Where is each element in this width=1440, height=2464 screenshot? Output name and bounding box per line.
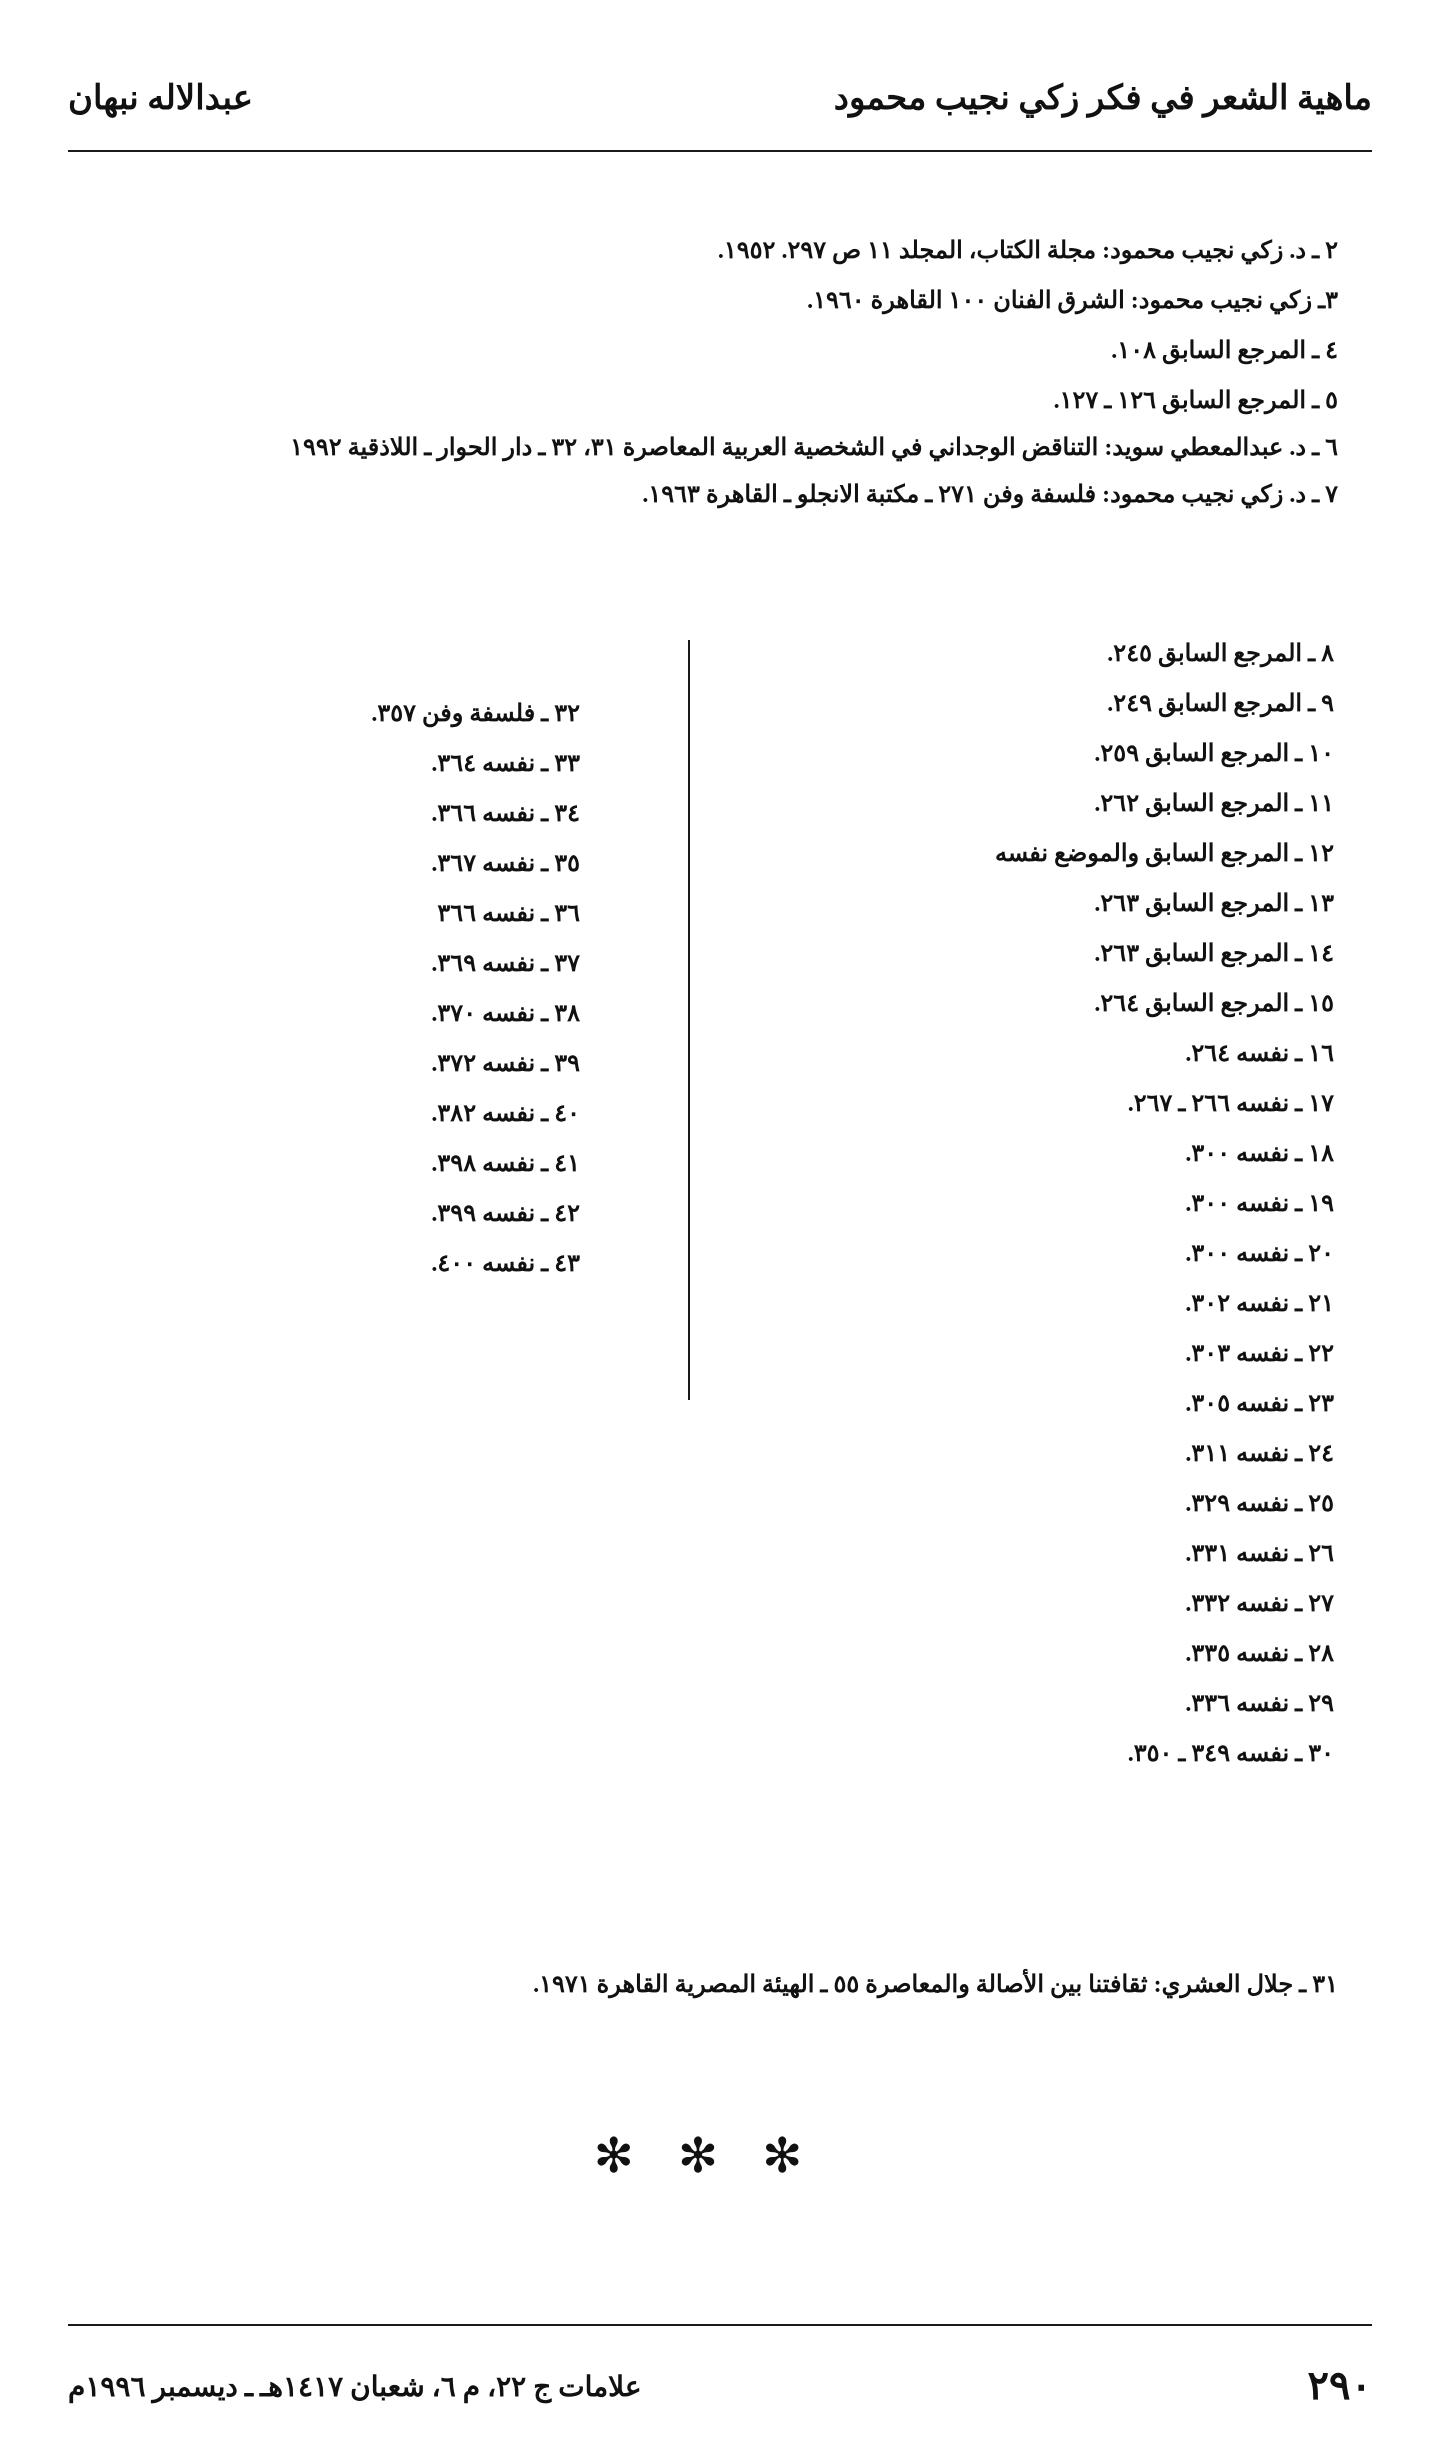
footnotes-top: [68, 226, 1338, 520]
footnote: ١٩ ـ نفسه ٣٠٠.: [1185, 1191, 1334, 1217]
footnotes-column-right: [714, 629, 1334, 1779]
footnote: ٢ ـ د. زكي نجيب محمود: مجلة الكتاب، المجلد ١١ ص ٢٩٧. ١٩٥٢.: [717, 238, 1338, 264]
footnote: ٤١ ـ نفسه ٣٩٨.: [431, 1151, 580, 1177]
footnote: ٣٧ ـ نفسه ٣٦٩.: [431, 951, 580, 977]
footnote: ٢٤ ـ نفسه ٣١١.: [1185, 1441, 1334, 1467]
footnote: ٣٦ ـ نفسه ٣٦٦: [437, 901, 580, 927]
footnote: ٣٣ ـ نفسه ٣٦٤.: [431, 751, 580, 777]
footnote: ٩ ـ المرجع السابق ٢٤٩.: [1107, 691, 1334, 717]
running-title: ماهية الشعر في فكر زكي نجيب محمود: [833, 80, 1372, 117]
column-divider: [688, 640, 690, 1400]
footnote: ٢٢ ـ نفسه ٣٠٣.: [1185, 1341, 1334, 1367]
running-author: عبدالاله نبهان: [68, 80, 254, 117]
footnote: ٢٦ ـ نفسه ٣٣١.: [1185, 1541, 1334, 1567]
footnote: ١٠ ـ المرجع السابق ٢٥٩.: [1094, 741, 1334, 767]
section-separator-stars: ✻✻✻: [593, 2128, 847, 2184]
footnote: ٣ـ زكي نجيب محمود: الشرق الفنان ١٠٠ القاهرة ١٩٦٠.: [807, 288, 1338, 314]
footnote: ١٢ ـ المرجع السابق والموضع نفسه: [994, 841, 1334, 867]
footnote: ٧ ـ د. زكي نجيب محمود: فلسفة وفن ٢٧١ ـ مكتبة الانجلو ـ القاهرة ١٩٦٣.: [642, 482, 1338, 508]
footnote: ٣٤ ـ نفسه ٣٦٦.: [431, 801, 580, 827]
footnote: ٥ ـ المرجع السابق ١٢٦ ـ ١٢٧.: [1053, 388, 1338, 414]
footnote: ١٥ ـ المرجع السابق ٢٦٤.: [1094, 991, 1334, 1017]
footnote: ٢٥ ـ نفسه ٣٢٩.: [1185, 1491, 1334, 1517]
footnote: ٤٢ ـ نفسه ٣٩٩.: [431, 1201, 580, 1227]
footer-rule: [68, 2324, 1372, 2326]
footnote: ١٤ ـ المرجع السابق ٢٦٣.: [1094, 941, 1334, 967]
footnote: ٢٧ ـ نفسه ٣٣٢.: [1185, 1591, 1334, 1617]
footnote: ٤٠ ـ نفسه ٣٨٢.: [431, 1101, 580, 1127]
page-number: ٢٩٠: [1307, 2363, 1372, 2408]
footnotes-column-left: [260, 689, 580, 1289]
footnote: ٤٣ ـ نفسه ٤٠٠.: [431, 1251, 580, 1277]
footnote: ٢٣ ـ نفسه ٣٠٥.: [1185, 1391, 1334, 1417]
footnote: ٣٠ ـ نفسه ٣٤٩ ـ ٣٥٠.: [1127, 1741, 1334, 1767]
footnote: ١٣ ـ المرجع السابق ٢٦٣.: [1094, 891, 1334, 917]
footnote: ٤ ـ المرجع السابق ١٠٨.: [1111, 338, 1338, 364]
footnote: ١٧ ـ نفسه ٢٦٦ ـ ٢٦٧.: [1127, 1091, 1334, 1117]
footnote-31: [68, 1960, 1338, 2010]
footnote: ٣٥ ـ نفسه ٣٦٧.: [431, 851, 580, 877]
header-rule: [68, 150, 1372, 152]
footnote: ٢١ ـ نفسه ٣٠٢.: [1185, 1291, 1334, 1317]
footnote: ٣٨ ـ نفسه ٣٧٠.: [431, 1001, 580, 1027]
footnote: ١٨ ـ نفسه ٣٠٠.: [1185, 1141, 1334, 1167]
footnote: ٣٩ ـ نفسه ٣٧٢.: [431, 1051, 580, 1077]
footnote: ٣٢ ـ فلسفة وفن ٣٥٧.: [371, 701, 580, 727]
footnote: ٦ ـ د. عبدالمعطي سويد: التناقض الوجداني في الشخصية العربية المعاصرة ٣١، ٣٢ ـ دار الحوار ـ اللاذقية ١٩٩٢: [290, 435, 1338, 461]
footnote: ١١ ـ المرجع السابق ٢٦٢.: [1094, 791, 1334, 817]
footnote: ٨ ـ المرجع السابق ٢٤٥.: [1107, 641, 1334, 667]
footnote: ١٦ ـ نفسه ٢٦٤.: [1185, 1041, 1334, 1067]
footnote: ٢٠ ـ نفسه ٣٠٠.: [1185, 1241, 1334, 1267]
journal-citation: علامات ج ٢٢، م ٦، شعبان ١٤١٧هـ ـ ديسمبر ١٩٩٦م: [68, 2372, 642, 2403]
footnote: ٣١ ـ جلال العشري: ثقافتنا بين الأصالة والمعاصرة ٥٥ ـ الهيئة المصرية القاهرة ١٩٧١.: [533, 1972, 1338, 1998]
footnote: ٢٩ ـ نفسه ٣٣٦.: [1185, 1691, 1334, 1717]
footnote: ٢٨ ـ نفسه ٣٣٥.: [1185, 1641, 1334, 1667]
